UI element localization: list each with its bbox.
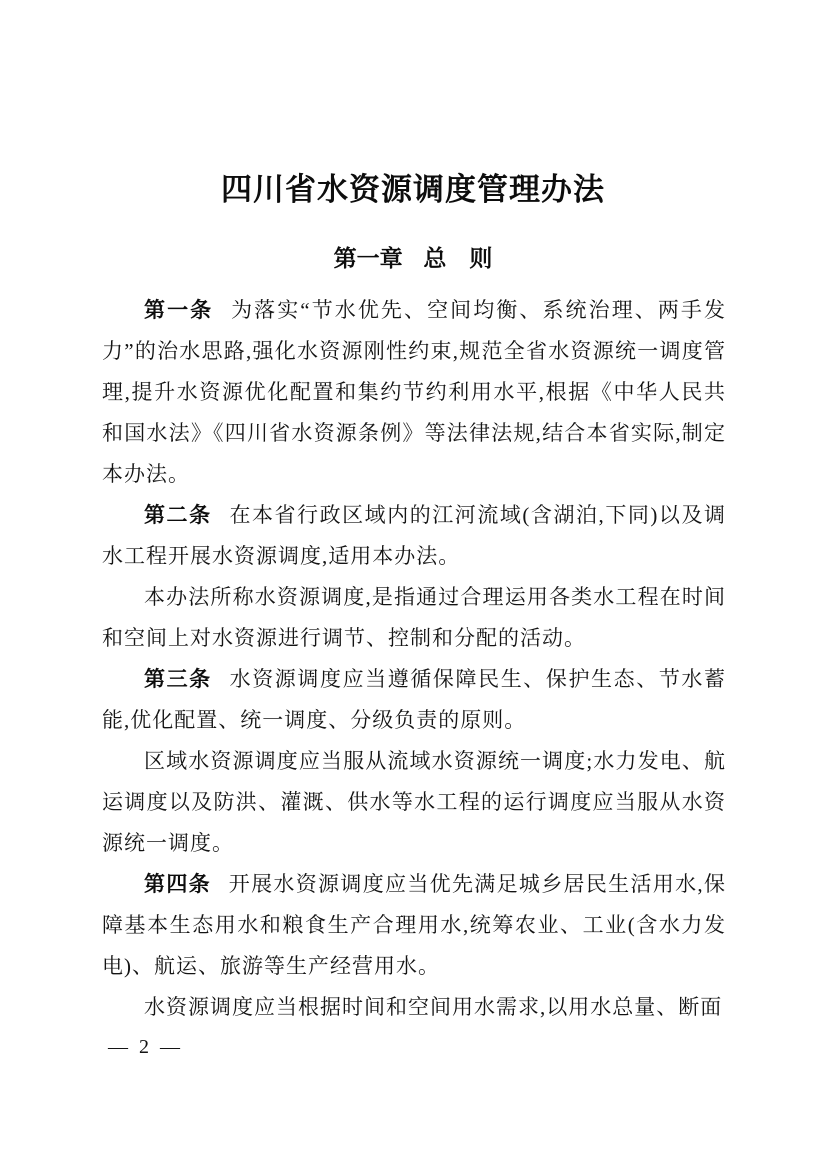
chapter-number: 第一章 bbox=[333, 246, 403, 271]
paragraph bbox=[102, 495, 726, 577]
paragraph bbox=[102, 659, 726, 741]
article-label: 第一条 bbox=[144, 298, 214, 322]
paragraph bbox=[102, 290, 726, 495]
paragraph bbox=[102, 987, 726, 1028]
article-label: 第三条 bbox=[144, 667, 212, 691]
chapter-name: 总 则 bbox=[423, 246, 493, 271]
paragraph-text: 开展水资源调度应当优先满足城乡居民生活用水,保障基本生态用水和粮食生产合理用水,统筹农业、工业(含水力发电)、航运、旅游等生产经营用水。 bbox=[102, 872, 727, 978]
paragraph-text: 区域水资源调度应当服从流域水资源统一调度;水力发电、航运调度以及防洪、灌溉、供水等水工程的运行调度应当服从水资源统一调度。 bbox=[102, 749, 726, 855]
paragraph-text: 本办法所称水资源调度,是指通过合理运用各类水工程在时间和空间上对水资源进行调节、控制和分配的活动。 bbox=[102, 585, 726, 650]
paragraph bbox=[102, 741, 726, 864]
document-body bbox=[102, 290, 726, 1028]
paragraph-text: 在本省行政区域内的江河流域(含湖泊,下同)以及调水工程开展水资源调度,适用本办法。 bbox=[102, 503, 726, 568]
paragraph-text: 水资源调度应当根据时间和空间用水需求,以用水总量、断面 bbox=[144, 995, 723, 1019]
paragraph bbox=[102, 577, 726, 659]
paragraph-text: 水资源调度应当遵循保障民生、保护生态、节水蓄能,优化配置、统一调度、分级负责的原则。 bbox=[102, 667, 727, 732]
page-number: — 2 — bbox=[108, 1036, 183, 1058]
chapter-heading bbox=[0, 240, 826, 273]
article-label: 第二条 bbox=[144, 503, 212, 527]
paragraph-text: 为落实“节水优先、空间均衡、系统治理、两手发力”的治水思路,强化水资源刚性约束,规范全省水资源统一调度管理,提升水资源优化配置和集约节约利用水平,根据《中华人民共和国水法》《四川省水资源条例》等法律法规,结合本省实际,制定本办法。 bbox=[102, 298, 726, 486]
document-title: 四川省水资源调度管理办法 bbox=[221, 172, 605, 207]
paragraph bbox=[102, 864, 726, 987]
article-label: 第四条 bbox=[144, 872, 211, 896]
